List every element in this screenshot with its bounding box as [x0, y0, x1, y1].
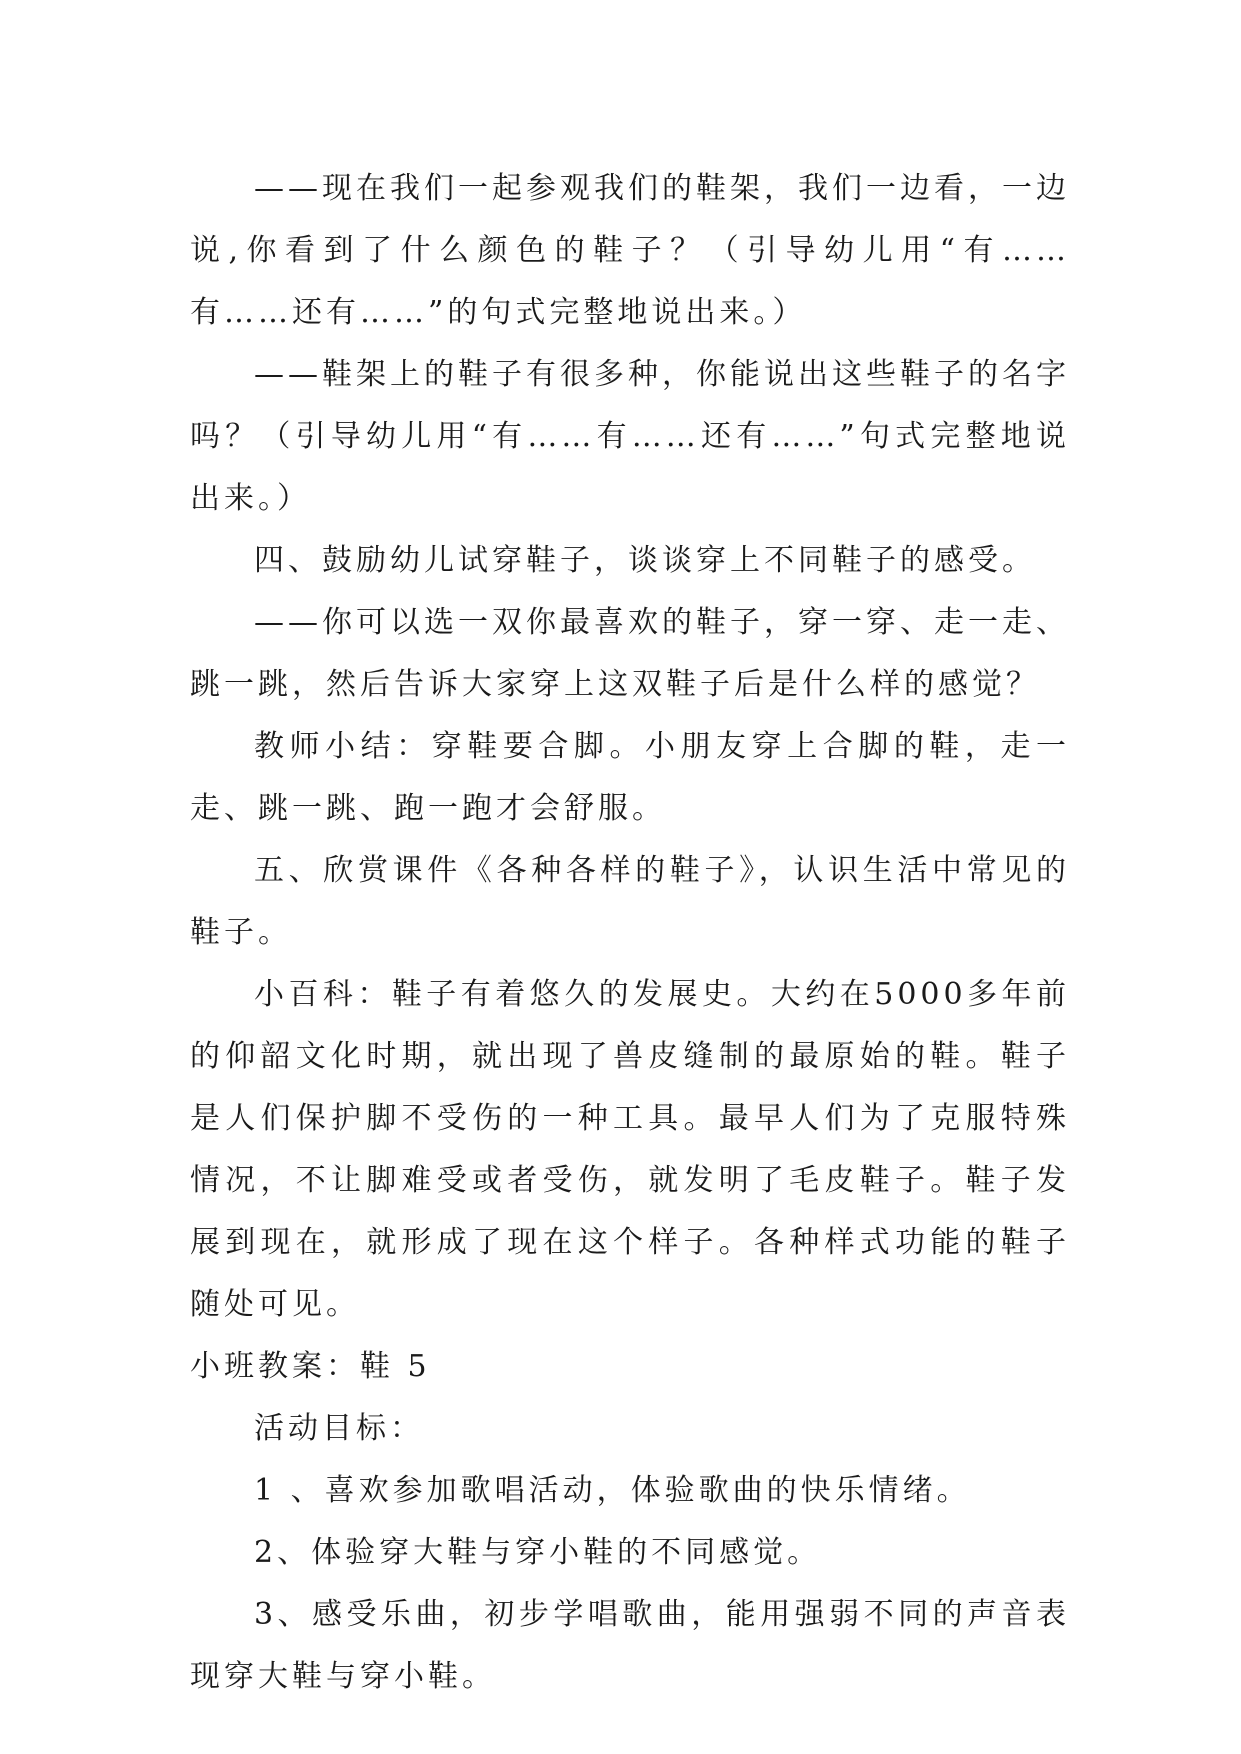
lesson-plan-title: 小班教案：鞋 5: [190, 1349, 431, 1384]
activity-goals-heading: 活动目标：: [254, 1411, 424, 1446]
goal-item: 2、体验穿大鞋与穿小鞋的不同感觉。: [254, 1535, 822, 1570]
encyclopedia-note: 小百科：鞋子有着悠久的发展史。大约在5000多年前的仰韶文化时期，就出现了兽皮缝制的最原始的鞋。鞋子是人们保护脚不受伤的一种工具。最早人们为了克服特殊情况，不让脚难受或者受伤，就发明了毛皮鞋子。鞋子发展到现在，就形成了现在这个样子。各种样式功能的鞋子随处可见。: [190, 977, 1070, 1322]
document-body: [190, 158, 1070, 1708]
goal-item: 1 、喜欢参加歌唱活动，体验歌曲的快乐情绪。: [254, 1473, 971, 1508]
teacher-summary: 教师小结：穿鞋要合脚。小朋友穿上合脚的鞋，走一走、跳一跳、跑一跑才会舒服。: [190, 729, 1070, 826]
paragraph: ——现在我们一起参观我们的鞋架，我们一边看，一边说,你看到了什么颜色的鞋子？（引导幼儿用“有……有……还有……”的句式完整地说出来。）: [190, 171, 1070, 330]
paragraph: ——你可以选一双你最喜欢的鞋子，穿一穿、走一走、跳一跳，然后告诉大家穿上这双鞋子后是什么样的感觉？: [190, 605, 1070, 702]
section-heading-four: 四、鼓励幼儿试穿鞋子，谈谈穿上不同鞋子的感受。: [254, 543, 1036, 578]
section-heading-five: 五、欣赏课件《各种各样的鞋子》，认识生活中常见的鞋子。: [190, 853, 1070, 950]
goal-item: 3、感受乐曲，初步学唱歌曲，能用强弱不同的声音表现穿大鞋与穿小鞋。: [190, 1597, 1070, 1694]
paragraph: ——鞋架上的鞋子有很多种，你能说出这些鞋子的名字吗？（引导幼儿用“有……有……还有……”句式完整地说出来。）: [190, 357, 1070, 516]
